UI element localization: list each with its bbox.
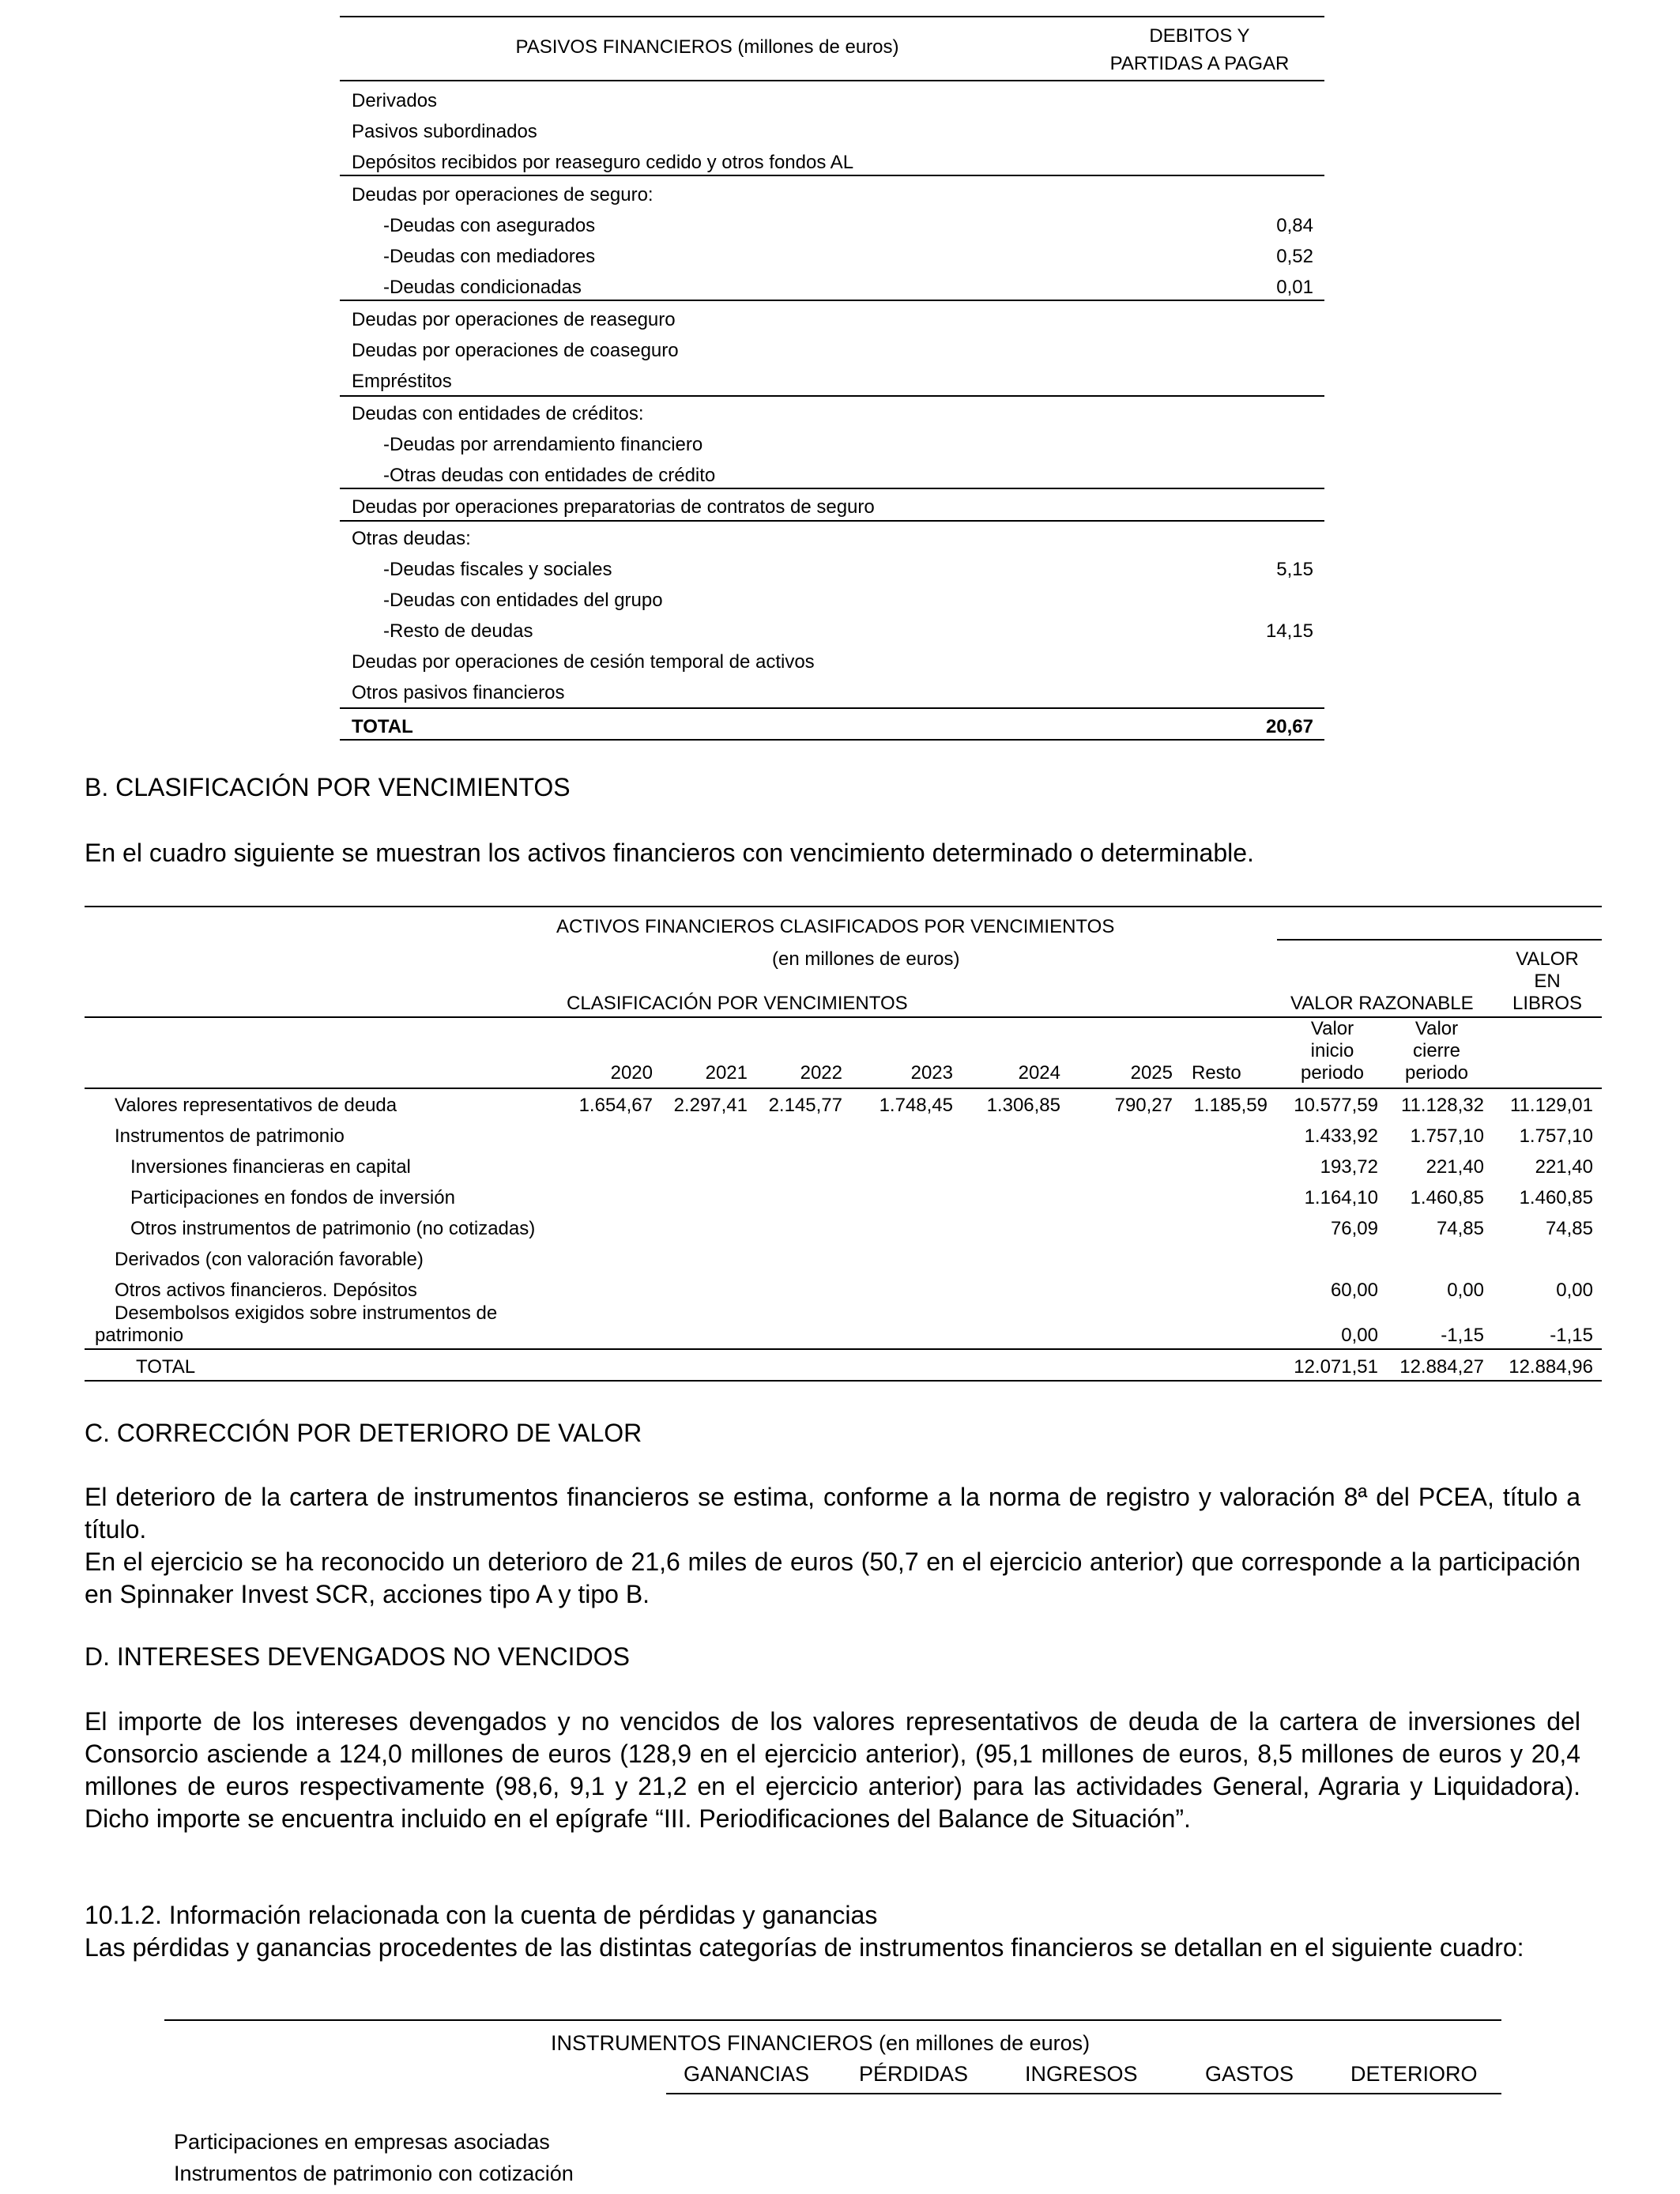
pasivos-header-partidas: PARTIDAS A PAGAR	[1109, 53, 1290, 74]
pasivos-row-value: 0,52	[1276, 246, 1313, 267]
section-c-p2: En el ejercicio se ha reconocido un deterioro de 21,6 miles de euros (50,7 en el ejercicio anterior) que corresponde a la participación en Spinnaker Invest SCR, acciones tipo A y tipo B.	[85, 1547, 1580, 1608]
pasivos-row-label: -Deudas condicionadas	[383, 277, 582, 298]
activos-cell: 60,00	[1330, 1280, 1378, 1301]
col-inicio-3: periodo	[1300, 1062, 1365, 1084]
pasivos-row-label: Deudas con entidades de créditos:	[352, 403, 644, 424]
activos-cell: 1.748,45	[879, 1095, 953, 1116]
activos-cell: 1.757,10	[1410, 1125, 1484, 1147]
activos-cell: 12.071,51	[1294, 1356, 1378, 1378]
activos-row-label: Inversiones financieras en capital	[130, 1156, 411, 1178]
pasivos-row-label: Deudas por operaciones de reaseguro	[352, 309, 676, 330]
pasivos-total-value: 20,67	[1265, 716, 1313, 737]
section-d-title: D. INTERESES DEVENGADOS NO VENCIDOS	[85, 1642, 630, 1671]
pasivos-row-value: 0,84	[1276, 215, 1313, 236]
pasivos-row-value: 5,15	[1276, 559, 1313, 580]
pasivos-row-label: Pasivos subordinados	[352, 121, 537, 142]
activos-row-label: Otros activos financieros. Depósitos	[115, 1280, 417, 1301]
activos-cell: 74,85	[1545, 1218, 1593, 1239]
col-year-2023: 2023	[910, 1062, 953, 1084]
activos-cell: 1.757,10	[1519, 1125, 1593, 1147]
activos-cell: 0,00	[1341, 1325, 1378, 1346]
pasivos-row-label: Derivados	[352, 90, 438, 111]
col-year-2021: 2021	[705, 1062, 748, 1084]
activos-valor-libros-2: EN	[1534, 971, 1561, 992]
pasivos-row-label: Deudas por operaciones de coaseguro	[352, 340, 679, 361]
col-cierre-3: periodo	[1404, 1062, 1469, 1084]
pasivos-row-label: -Deudas por arrendamiento financiero	[383, 434, 703, 455]
pasivos-row-label: -Resto de deudas	[383, 620, 533, 642]
pasivos-row-label: Deudas por operaciones de cesión temporal de activos	[352, 651, 815, 673]
pasivos-row-value: 14,15	[1265, 620, 1313, 642]
activos-cell: 1.460,85	[1519, 1187, 1593, 1208]
section-b-title: B. CLASIFICACIÓN POR VENCIMIENTOS	[85, 773, 571, 801]
activos-cell: 2.145,77	[768, 1095, 842, 1116]
section-c-p1: El deterioro de la cartera de instrumentos financieros se estima, conforme a la norma de registro y valoración 8ª del PCEA, título a título.	[85, 1483, 1580, 1544]
activos-cell: 2.297,41	[673, 1095, 748, 1116]
activos-cell: 1.460,85	[1410, 1187, 1484, 1208]
pasivos-row-label: Empréstitos	[352, 371, 452, 392]
activos-row-label: Instrumentos de patrimonio	[115, 1125, 345, 1147]
col-year-2025: 2025	[1130, 1062, 1173, 1084]
section-b-intro: En el cuadro siguiente se muestran los activos financieros con vencimiento determinado o determinable.	[85, 839, 1254, 867]
activos-title: ACTIVOS FINANCIEROS CLASIFICADOS POR VENCIMIENTOS	[556, 916, 1115, 937]
activos-cell: -1,15	[1441, 1325, 1484, 1346]
activos-valor-libros-1: VALOR	[1516, 948, 1579, 970]
section-c-title: C. CORRECCIÓN POR DETERIORO DE VALOR	[85, 1419, 642, 1447]
pasivos-row-label: -Deudas con asegurados	[383, 215, 596, 236]
activos-cell: 1.306,85	[986, 1095, 1060, 1116]
activos-cell: 0,00	[1556, 1280, 1593, 1301]
pasivos-row-label: -Deudas fiscales y sociales	[383, 559, 612, 580]
activos-cell: 11.128,32	[1401, 1095, 1484, 1116]
col-year-2022: 2022	[800, 1062, 842, 1084]
pasivos-header-debitos: DEBITOS Y	[1149, 25, 1250, 47]
activos-valor-razonable: VALOR RAZONABLE	[1290, 993, 1474, 1014]
activos-cell: 10.577,59	[1294, 1095, 1378, 1116]
activos-cell: 1.185,59	[1193, 1095, 1268, 1116]
col-year-resto: Resto	[1192, 1062, 1241, 1084]
activos-cell: 74,85	[1436, 1218, 1484, 1239]
activos-cell: 1.654,67	[578, 1095, 653, 1116]
activos-cell: 790,27	[1114, 1095, 1173, 1116]
col-ganancias: GANANCIAS	[684, 2062, 810, 2086]
section-1012-title: 10.1.2. Información relacionada con la cuenta de pérdidas y ganancias	[85, 1901, 878, 1929]
activos-row-label: Otros instrumentos de patrimonio (no cotizadas)	[130, 1218, 536, 1239]
pasivos-row-label: Depósitos recibidos por reaseguro cedido y otros fondos AL	[352, 152, 854, 173]
pasivos-row-value: 0,01	[1276, 277, 1313, 298]
section-d-p1: El importe de los intereses devengados y no vencidos de los valores representativos de deuda de la cartera de inversiones del Consorcio asciende a 124,0 millones de euros (128,9 en el ejercicio anterior), (95,1 millones de euros, 8,5 millones de euros y 20,4 millones de euros respectivamente (98,6, 9,1 y 21,2 en el ejercicio anterior) para las actividades General, Agraria y Liquidadora). Dicho importe se encuentra incluido en el epígrafe “III. Periodificaciones del Balance de Situación”.	[85, 1707, 1580, 1833]
pasivos-row-label: Deudas por operaciones preparatorias de contratos de seguro	[352, 496, 875, 518]
activos-cell: 76,09	[1330, 1218, 1378, 1239]
col-inicio-2: inicio	[1310, 1040, 1354, 1061]
pasivos-header-label: PASIVOS FINANCIEROS (millones de euros)	[515, 36, 899, 58]
activos-cell: 221,40	[1426, 1156, 1484, 1178]
activos-cell: 0,00	[1447, 1280, 1484, 1301]
activos-cell: 12.884,96	[1509, 1356, 1593, 1378]
col-cierre-1: Valor	[1414, 1018, 1459, 1039]
activos-subtitle: (en millones de euros)	[772, 948, 960, 970]
activos-cell: 12.884,27	[1399, 1356, 1484, 1378]
col-year-2024: 2024	[1018, 1062, 1060, 1084]
col-deterioro: DETERIORO	[1350, 2062, 1478, 2086]
col-perdidas: PÉRDIDAS	[859, 2062, 969, 2086]
col-ingresos: INGRESOS	[1025, 2062, 1138, 2086]
col-year-2020: 2020	[610, 1062, 653, 1084]
activos-cell: 11.129,01	[1510, 1095, 1593, 1116]
activos-clasificacion: CLASIFICACIÓN POR VENCIMIENTOS	[567, 993, 908, 1014]
activos-row-label: Valores representativos de deuda	[115, 1095, 397, 1116]
pasivos-row-label: -Otras deudas con entidades de crédito	[383, 465, 716, 486]
instrumentos-row-label: Instrumentos de patrimonio con cotización	[174, 2162, 574, 2185]
pasivos-row-label: -Deudas con mediadores	[383, 246, 596, 267]
instrumentos-title: INSTRUMENTOS FINANCIEROS (en millones de euros)	[551, 2031, 1090, 2055]
activos-row-label: Participaciones en fondos de inversión	[130, 1187, 455, 1208]
activos-row-label: Derivados (con valoración favorable)	[115, 1249, 424, 1270]
pasivos-row-label: Otras deudas:	[352, 528, 471, 549]
col-gastos: GASTOS	[1205, 2062, 1294, 2086]
instrumentos-row-label: Participaciones en empresas asociadas	[174, 2130, 550, 2154]
activos-cell: -1,15	[1550, 1325, 1593, 1346]
activos-cell: 221,40	[1535, 1156, 1593, 1178]
pasivos-total-label: TOTAL	[352, 716, 413, 737]
activos-row-label: Desembolsos exigidos sobre instrumentos de	[115, 1302, 498, 1324]
pasivos-row-label: -Deudas con entidades del grupo	[383, 590, 663, 611]
activos-valor-libros-3: LIBROS	[1512, 993, 1583, 1014]
activos-total-label: TOTAL	[136, 1356, 196, 1378]
pasivos-row-label: Deudas por operaciones de seguro:	[352, 184, 654, 205]
col-cierre-2: cierre	[1412, 1040, 1460, 1061]
activos-row-label: patrimonio	[95, 1325, 184, 1346]
pasivos-row-label: Otros pasivos financieros	[352, 682, 565, 703]
col-inicio-1: Valor	[1310, 1018, 1354, 1039]
activos-cell: 1.433,92	[1304, 1125, 1378, 1147]
section-1012-p1: Las pérdidas y ganancias procedentes de las distintas categorías de instrumentos financieros se detallan en el siguiente cuadro:	[85, 1933, 1524, 1962]
activos-cell: 193,72	[1320, 1156, 1378, 1178]
activos-cell: 1.164,10	[1304, 1187, 1378, 1208]
